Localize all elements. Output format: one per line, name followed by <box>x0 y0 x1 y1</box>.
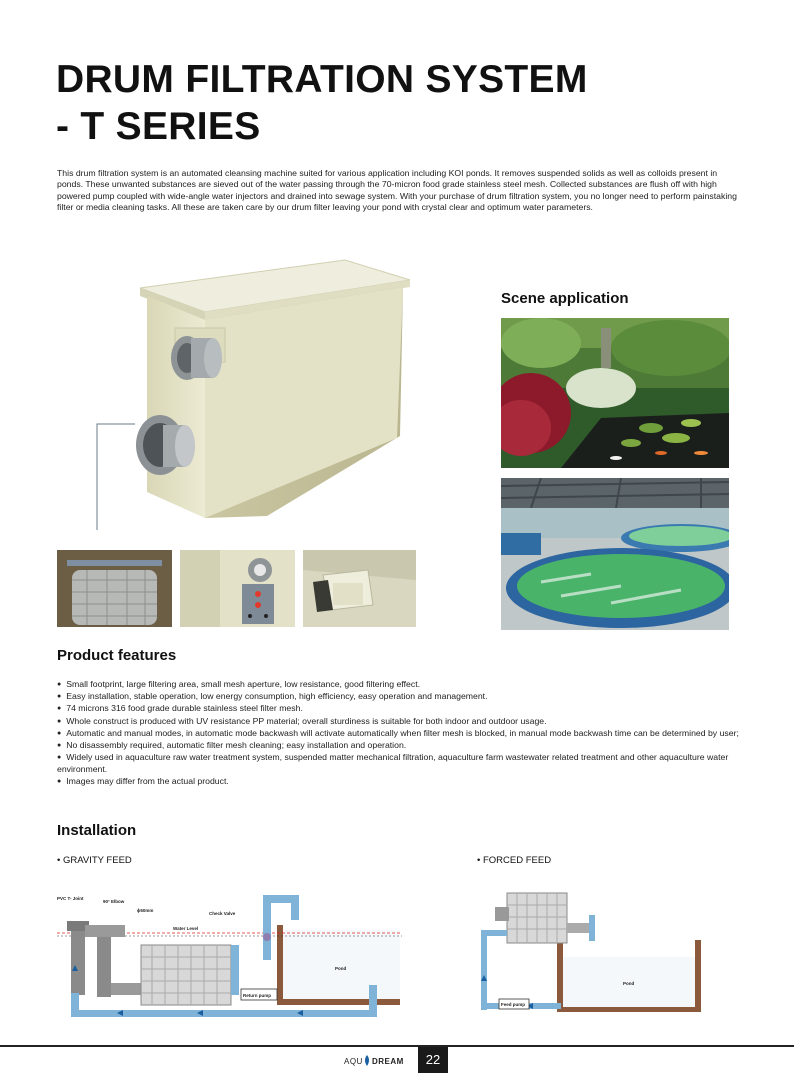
features-list <box>57 679 747 788</box>
title-line-1: DRUM FILTRATION SYSTEM <box>56 58 588 101</box>
pond-label: Pond <box>335 966 347 971</box>
koi-pond-scene-image <box>501 318 729 468</box>
pipe-size-label: ϕ50mm <box>137 908 154 913</box>
page-number: 22 <box>418 1047 448 1073</box>
feature-item: ● Small footprint, large filtering area, small mesh aperture, low resistance, good filtering effect. <box>57 679 747 691</box>
page-title <box>56 56 588 150</box>
title-line-2: - T SERIES <box>56 105 261 148</box>
pvc-t-joint-label: PVC T- Joint <box>57 896 84 901</box>
gravity-feed-diagram <box>57 885 407 1025</box>
feature-item: ● Easy installation, stable operation, low energy consumption, high efficiency, easy operation and management. <box>57 691 747 703</box>
drum-mesh-detail-image <box>57 550 172 627</box>
gravity-feed-label: • GRAVITY FEED <box>57 855 132 866</box>
water-drop-icon <box>365 1055 369 1066</box>
feature-item: ● No disassembly required, automatic filter mesh cleaning; easy installation and operation. <box>57 740 747 752</box>
feature-item: ● Automatic and manual modes, in automatic mode backwash will activate automatically when filter mesh is blocked, in manual mode backwash time can be determined by user; <box>57 728 747 740</box>
forced-feed-label: • FORCED FEED <box>477 855 552 866</box>
elbow-label: 90° Elbow <box>103 899 125 904</box>
installation-heading: Installation <box>57 822 137 839</box>
feature-item: ● 74 microns 316 food grade durable stainless steel filter mesh. <box>57 703 747 715</box>
control-box-detail-image <box>180 550 295 627</box>
feed-pump-label: Feed pump <box>501 1002 526 1007</box>
aquaculture-farm-image <box>501 478 729 630</box>
feature-item: ● Whole construct is produced with UV resistance PP material; overall sturdiness is suitable for both indoor and outdoor usage. <box>57 716 747 728</box>
feature-item: ● Images may differ from the actual product. <box>57 776 747 788</box>
check-valve-label: Check Valve <box>209 911 236 916</box>
forced-feed-diagram <box>477 885 717 1025</box>
intro-paragraph: This drum filtration system is an automated cleansing machine suited for various application including KOI ponds. It removes suspended solids as well as colloids present in ponds. These unwanted substances are sieved out of the water passing through the 70-micron food grade stainless steel mesh. Collected substances are flush off with high powered pump coupled with wide-angle water injectors and drained into sewage system. With your purchase of drum filtration system, you no longer need to perform painstaking filter or media cleaning tasks. All these are taken care by our drum filter leaving your pond with crystal clear and optimum water parameters. <box>57 168 737 212</box>
brand-logo <box>338 1047 418 1073</box>
outlet-detail-image <box>303 550 416 627</box>
feature-item: ● Widely used in aquaculture raw water treatment system, suspended matter mechanical filtration, aquaculture farm wastewater related treatment and other aquaculture water environment. <box>57 752 747 775</box>
return-pump-label: Return pump <box>243 993 271 998</box>
brand-text-left: AQU <box>344 1057 363 1066</box>
forced-pond-label: Pond <box>623 981 635 986</box>
drum-filter-product-image <box>95 240 485 530</box>
brand-text-right: DREAM <box>372 1057 404 1066</box>
product-features-heading: Product features <box>57 647 177 664</box>
water-level-label: Water Level <box>173 926 199 931</box>
scene-application-heading: Scene application <box>501 290 629 307</box>
